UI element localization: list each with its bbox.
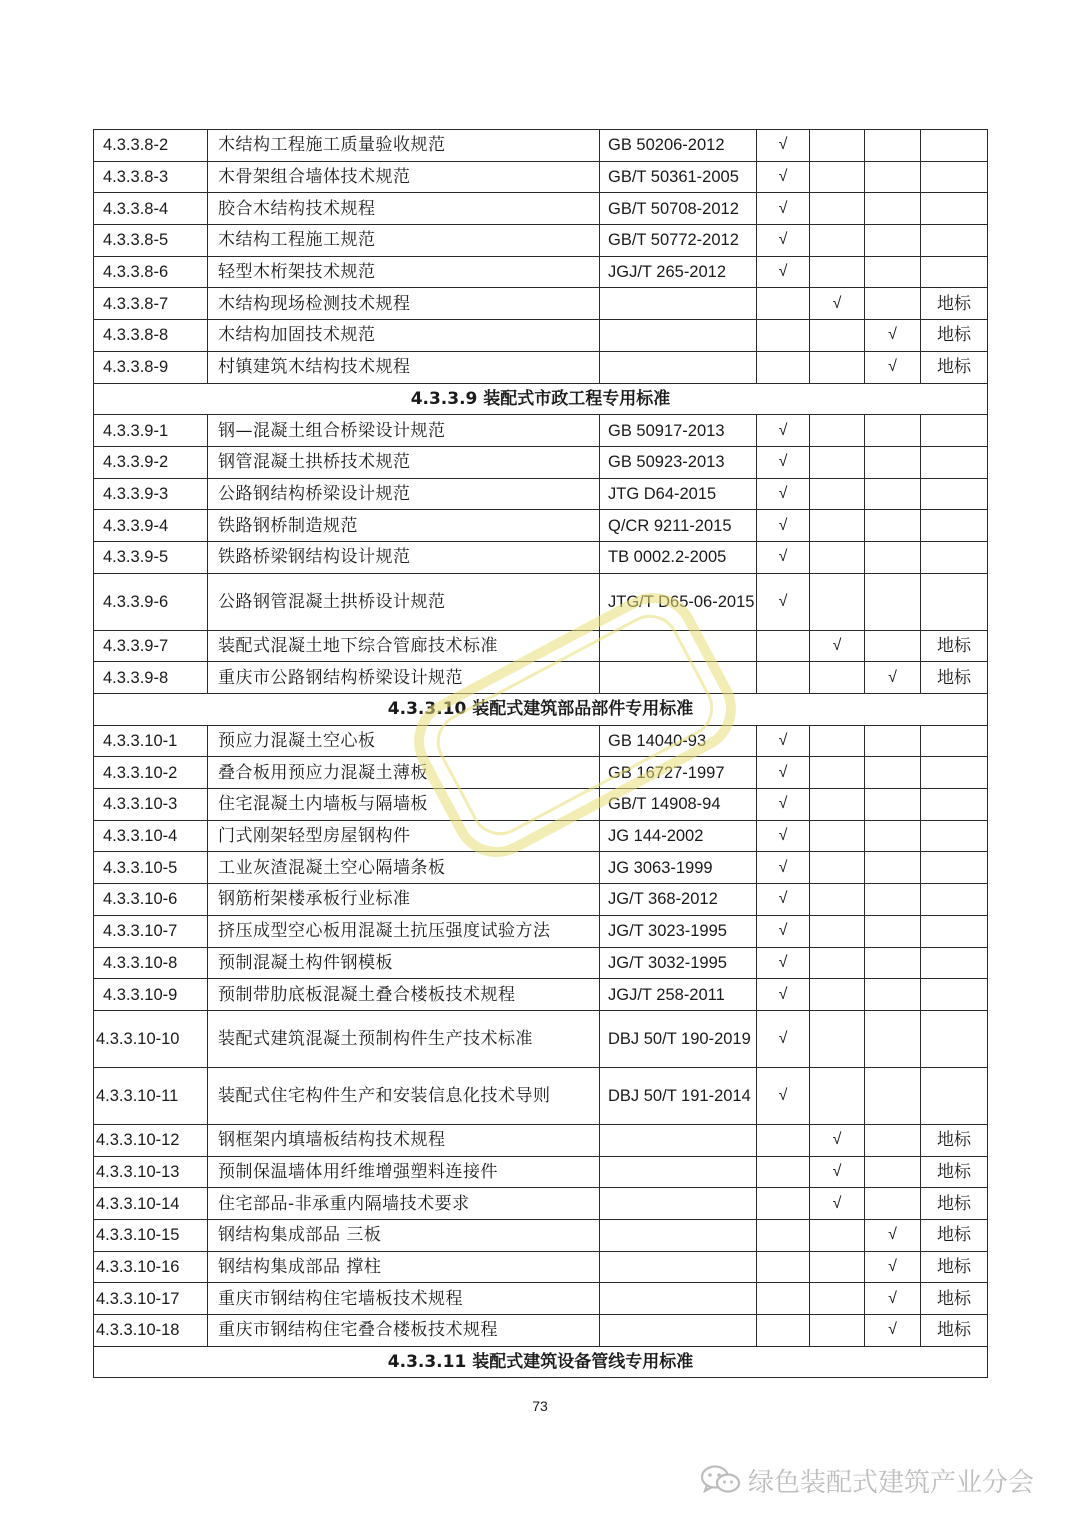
national-mark-cell: √	[757, 225, 810, 257]
planned-mark-cell	[865, 225, 921, 257]
standard-name-cell: 预应力混凝土空心板	[208, 725, 600, 757]
existing-mark-cell	[810, 1010, 865, 1067]
national-mark-cell: √	[757, 161, 810, 193]
existing-mark-cell	[810, 573, 865, 630]
note-cell: 地标	[921, 320, 988, 352]
national-mark-cell: √	[757, 1067, 810, 1124]
standard-code-cell: 4.3.3.10-4	[94, 820, 208, 852]
standard-code-cell: 4.3.3.10-17	[94, 1283, 208, 1315]
existing-mark-cell	[810, 915, 865, 947]
table-row	[94, 446, 988, 478]
planned-mark-cell	[865, 415, 921, 447]
national-mark-cell	[757, 1283, 810, 1315]
standard-name-cell: 预制保温墙体用纤维增强塑料连接件	[208, 1156, 600, 1188]
note-cell	[921, 541, 988, 573]
watermark	[700, 1455, 1034, 1505]
table-row	[94, 979, 988, 1011]
wechat-icon	[700, 1463, 742, 1497]
existing-mark-cell	[810, 1067, 865, 1124]
national-mark-cell: √	[757, 415, 810, 447]
planned-mark-cell	[865, 725, 921, 757]
standard-name-cell: 木结构现场检测技术规程	[208, 288, 600, 320]
standard-code-cell: 4.3.3.9-8	[94, 662, 208, 694]
note-cell: 地标	[921, 1156, 988, 1188]
standard-code-cell: 4.3.3.9-1	[94, 415, 208, 447]
standard-number-cell: GB 50923-2013	[600, 446, 757, 478]
standard-code-cell: 4.3.3.10-7	[94, 915, 208, 947]
existing-mark-cell	[810, 789, 865, 821]
standard-code-cell: 4.3.3.9-3	[94, 478, 208, 510]
national-mark-cell: √	[757, 446, 810, 478]
note-cell: 地标	[921, 351, 988, 383]
standard-number-cell: GB/T 50772-2012	[600, 225, 757, 257]
existing-mark-cell	[810, 884, 865, 916]
planned-mark-cell	[865, 789, 921, 821]
note-cell	[921, 478, 988, 510]
existing-mark-cell	[810, 1251, 865, 1283]
planned-mark-cell: √	[865, 1283, 921, 1315]
standard-number-cell	[600, 1156, 757, 1188]
standard-code-cell: 4.3.3.8-2	[94, 130, 208, 162]
standard-name-cell: 木结构工程施工质量验收规范	[208, 130, 600, 162]
standard-number-cell: DBJ 50/T 190-2019	[600, 1010, 757, 1067]
planned-mark-cell	[865, 1188, 921, 1220]
standard-number-cell: JG/T 3032-1995	[600, 947, 757, 979]
existing-mark-cell	[810, 947, 865, 979]
table-row	[94, 256, 988, 288]
standard-code-cell: 4.3.3.10-2	[94, 757, 208, 789]
standard-name-cell: 轻型木桁架技术规范	[208, 256, 600, 288]
standard-number-cell: JGJ/T 265-2012	[600, 256, 757, 288]
note-cell: 地标	[921, 630, 988, 662]
existing-mark-cell	[810, 1219, 865, 1251]
national-mark-cell	[757, 351, 810, 383]
existing-mark-cell	[810, 256, 865, 288]
table-row	[94, 1315, 988, 1347]
table-row	[94, 130, 988, 162]
standard-number-cell	[600, 1283, 757, 1315]
standard-number-cell	[600, 1315, 757, 1347]
standards-table-body	[94, 130, 988, 1378]
national-mark-cell	[757, 320, 810, 352]
standard-number-cell: JGJ/T 258-2011	[600, 979, 757, 1011]
existing-mark-cell	[810, 1283, 865, 1315]
national-mark-cell	[757, 1156, 810, 1188]
planned-mark-cell	[865, 573, 921, 630]
planned-mark-cell	[865, 541, 921, 573]
national-mark-cell: √	[757, 130, 810, 162]
standard-code-cell: 4.3.3.8-3	[94, 161, 208, 193]
planned-mark-cell	[865, 446, 921, 478]
standard-number-cell: JG/T 368-2012	[600, 884, 757, 916]
standard-code-cell: 4.3.3.10-15	[94, 1219, 208, 1251]
existing-mark-cell	[810, 225, 865, 257]
standard-code-cell: 4.3.3.8-8	[94, 320, 208, 352]
table-row	[94, 320, 988, 352]
existing-mark-cell	[810, 820, 865, 852]
standard-name-cell: 铁路桥梁钢结构设计规范	[208, 541, 600, 573]
standard-name-cell: 重庆市公路钢结构桥梁设计规范	[208, 662, 600, 694]
standard-number-cell: GB/T 50361-2005	[600, 161, 757, 193]
table-row	[94, 573, 988, 630]
table-row	[94, 288, 988, 320]
standard-code-cell: 4.3.3.10-14	[94, 1188, 208, 1220]
national-mark-cell: √	[757, 979, 810, 1011]
planned-mark-cell	[865, 478, 921, 510]
existing-mark-cell	[810, 161, 865, 193]
planned-mark-cell	[865, 1124, 921, 1156]
standard-number-cell	[600, 288, 757, 320]
existing-mark-cell	[810, 351, 865, 383]
planned-mark-cell	[865, 1010, 921, 1067]
planned-mark-cell	[865, 256, 921, 288]
standard-name-cell: 预制带肋底板混凝土叠合楼板技术规程	[208, 979, 600, 1011]
planned-mark-cell: √	[865, 1219, 921, 1251]
standard-name-cell: 木结构工程施工规范	[208, 225, 600, 257]
watermark-text: 绿色装配式建筑产业分会	[748, 1467, 1035, 1498]
table-row	[94, 915, 988, 947]
standard-name-cell: 钢结构集成部品 撑柱	[208, 1251, 600, 1283]
table-row	[94, 1188, 988, 1220]
national-mark-cell	[757, 1251, 810, 1283]
standard-number-cell: GB 50206-2012	[600, 130, 757, 162]
national-mark-cell	[757, 288, 810, 320]
table-row	[94, 225, 988, 257]
planned-mark-cell	[865, 130, 921, 162]
national-mark-cell	[757, 1219, 810, 1251]
existing-mark-cell	[810, 541, 865, 573]
standard-code-cell: 4.3.3.10-13	[94, 1156, 208, 1188]
existing-mark-cell	[810, 662, 865, 694]
note-cell: 地标	[921, 1315, 988, 1347]
note-cell	[921, 161, 988, 193]
national-mark-cell	[757, 662, 810, 694]
standard-number-cell	[600, 662, 757, 694]
standard-name-cell: 叠合板用预应力混凝土薄板	[208, 757, 600, 789]
standard-name-cell: 挤压成型空心板用混凝土抗压强度试验方法	[208, 915, 600, 947]
standard-number-cell: GB/T 14908-94	[600, 789, 757, 821]
planned-mark-cell	[865, 1067, 921, 1124]
existing-mark-cell	[810, 510, 865, 542]
standard-code-cell: 4.3.3.8-4	[94, 193, 208, 225]
standard-code-cell: 4.3.3.10-9	[94, 979, 208, 1011]
planned-mark-cell	[865, 161, 921, 193]
standard-number-cell: TB 0002.2-2005	[600, 541, 757, 573]
planned-mark-cell	[865, 510, 921, 542]
section-title: 4.3.3.11 装配式建筑设备管线专用标准	[94, 1346, 988, 1378]
standard-code-cell: 4.3.3.10-6	[94, 884, 208, 916]
national-mark-cell: √	[757, 478, 810, 510]
standard-name-cell: 钢筋桁架楼承板行业标准	[208, 884, 600, 916]
table-row	[94, 1219, 988, 1251]
table-row	[94, 541, 988, 573]
standard-name-cell: 住宅部品-非承重内隔墙技术要求	[208, 1188, 600, 1220]
section-title: 4.3.3.9 装配式市政工程专用标准	[94, 383, 988, 415]
national-mark-cell: √	[757, 820, 810, 852]
standard-number-cell	[600, 630, 757, 662]
standard-name-cell: 门式刚架轻型房屋钢构件	[208, 820, 600, 852]
existing-mark-cell	[810, 1315, 865, 1347]
standard-code-cell: 4.3.3.10-16	[94, 1251, 208, 1283]
note-cell	[921, 256, 988, 288]
planned-mark-cell	[865, 947, 921, 979]
note-cell	[921, 757, 988, 789]
note-cell	[921, 225, 988, 257]
note-cell: 地标	[921, 1219, 988, 1251]
national-mark-cell: √	[757, 256, 810, 288]
standard-number-cell	[600, 1219, 757, 1251]
standard-name-cell: 钢—混凝土组合桥梁设计规范	[208, 415, 600, 447]
standard-code-cell: 4.3.3.9-2	[94, 446, 208, 478]
note-cell	[921, 1010, 988, 1067]
note-cell	[921, 979, 988, 1011]
national-mark-cell	[757, 1315, 810, 1347]
existing-mark-cell	[810, 478, 865, 510]
standard-name-cell: 木骨架组合墙体技术规范	[208, 161, 600, 193]
national-mark-cell	[757, 630, 810, 662]
table-row	[94, 415, 988, 447]
planned-mark-cell	[865, 820, 921, 852]
page-number: 73	[532, 1398, 548, 1414]
standard-code-cell: 4.3.3.8-6	[94, 256, 208, 288]
standard-number-cell: JG 144-2002	[600, 820, 757, 852]
standard-name-cell: 村镇建筑木结构技术规程	[208, 351, 600, 383]
national-mark-cell: √	[757, 725, 810, 757]
planned-mark-cell	[865, 979, 921, 1011]
planned-mark-cell: √	[865, 1251, 921, 1283]
standard-name-cell: 重庆市钢结构住宅叠合楼板技术规程	[208, 1315, 600, 1347]
existing-mark-cell: √	[810, 1156, 865, 1188]
standard-name-cell: 公路钢管混凝土拱桥设计规范	[208, 573, 600, 630]
standards-table	[93, 129, 988, 1378]
note-cell	[921, 193, 988, 225]
standard-code-cell: 4.3.3.9-6	[94, 573, 208, 630]
standard-code-cell: 4.3.3.8-5	[94, 225, 208, 257]
standard-code-cell: 4.3.3.8-7	[94, 288, 208, 320]
existing-mark-cell: √	[810, 288, 865, 320]
planned-mark-cell: √	[865, 351, 921, 383]
national-mark-cell: √	[757, 852, 810, 884]
table-row	[94, 161, 988, 193]
standard-code-cell: 4.3.3.9-5	[94, 541, 208, 573]
table-row	[94, 478, 988, 510]
national-mark-cell: √	[757, 510, 810, 542]
note-cell	[921, 573, 988, 630]
existing-mark-cell	[810, 193, 865, 225]
note-cell: 地标	[921, 1283, 988, 1315]
section-header-row	[94, 1346, 988, 1378]
planned-mark-cell	[865, 915, 921, 947]
note-cell	[921, 510, 988, 542]
existing-mark-cell: √	[810, 630, 865, 662]
existing-mark-cell	[810, 725, 865, 757]
planned-mark-cell	[865, 852, 921, 884]
standard-name-cell: 重庆市钢结构住宅墙板技术规程	[208, 1283, 600, 1315]
national-mark-cell: √	[757, 915, 810, 947]
standard-code-cell: 4.3.3.10-8	[94, 947, 208, 979]
planned-mark-cell	[865, 630, 921, 662]
note-cell	[921, 725, 988, 757]
existing-mark-cell: √	[810, 1188, 865, 1220]
table-row	[94, 1283, 988, 1315]
note-cell	[921, 789, 988, 821]
table-row	[94, 193, 988, 225]
table-row	[94, 820, 988, 852]
standard-number-cell: GB/T 50708-2012	[600, 193, 757, 225]
standard-number-cell	[600, 1188, 757, 1220]
standard-name-cell: 木结构加固技术规范	[208, 320, 600, 352]
standard-number-cell	[600, 320, 757, 352]
standard-code-cell: 4.3.3.10-11	[94, 1067, 208, 1124]
note-cell: 地标	[921, 1124, 988, 1156]
note-cell: 地标	[921, 662, 988, 694]
note-cell	[921, 415, 988, 447]
table-row	[94, 662, 988, 694]
table-row	[94, 852, 988, 884]
table-row	[94, 884, 988, 916]
standard-name-cell: 工业灰渣混凝土空心隔墙条板	[208, 852, 600, 884]
standard-code-cell: 4.3.3.10-5	[94, 852, 208, 884]
planned-mark-cell: √	[865, 662, 921, 694]
national-mark-cell: √	[757, 757, 810, 789]
planned-mark-cell	[865, 757, 921, 789]
national-mark-cell: √	[757, 947, 810, 979]
standard-code-cell: 4.3.3.10-18	[94, 1315, 208, 1347]
standard-number-cell	[600, 351, 757, 383]
planned-mark-cell	[865, 193, 921, 225]
standard-number-cell: JTG D64-2015	[600, 478, 757, 510]
national-mark-cell	[757, 1124, 810, 1156]
national-mark-cell: √	[757, 541, 810, 573]
table-row	[94, 757, 988, 789]
standard-name-cell: 装配式住宅构件生产和安装信息化技术导则	[208, 1067, 600, 1124]
note-cell: 地标	[921, 1251, 988, 1283]
table-row	[94, 1010, 988, 1067]
standard-number-cell: GB 50917-2013	[600, 415, 757, 447]
standard-number-cell	[600, 1251, 757, 1283]
standard-number-cell: Q/CR 9211-2015	[600, 510, 757, 542]
table-row	[94, 510, 988, 542]
standard-number-cell: GB 16727-1997	[600, 757, 757, 789]
note-cell: 地标	[921, 288, 988, 320]
national-mark-cell: √	[757, 1010, 810, 1067]
national-mark-cell: √	[757, 193, 810, 225]
standard-name-cell: 铁路钢桥制造规范	[208, 510, 600, 542]
standard-number-cell	[600, 1124, 757, 1156]
existing-mark-cell: √	[810, 1124, 865, 1156]
table-row	[94, 1067, 988, 1124]
section-header-row	[94, 694, 988, 726]
planned-mark-cell	[865, 1156, 921, 1188]
planned-mark-cell: √	[865, 320, 921, 352]
table-row	[94, 725, 988, 757]
standard-number-cell: JG/T 3023-1995	[600, 915, 757, 947]
section-header-row	[94, 383, 988, 415]
national-mark-cell: √	[757, 573, 810, 630]
national-mark-cell: √	[757, 789, 810, 821]
note-cell	[921, 947, 988, 979]
table-row	[94, 1156, 988, 1188]
table-row	[94, 1124, 988, 1156]
standard-name-cell: 装配式建筑混凝土预制构件生产技术标准	[208, 1010, 600, 1067]
standard-code-cell: 4.3.3.8-9	[94, 351, 208, 383]
national-mark-cell: √	[757, 884, 810, 916]
table-row	[94, 1251, 988, 1283]
table-row	[94, 351, 988, 383]
standard-number-cell: GB 14040-93	[600, 725, 757, 757]
standard-name-cell: 钢结构集成部品 三板	[208, 1219, 600, 1251]
planned-mark-cell	[865, 288, 921, 320]
standard-name-cell: 住宅混凝土内墙板与隔墙板	[208, 789, 600, 821]
standard-number-cell: JG 3063-1999	[600, 852, 757, 884]
existing-mark-cell	[810, 320, 865, 352]
table-row	[94, 789, 988, 821]
existing-mark-cell	[810, 757, 865, 789]
section-title: 4.3.3.10 装配式建筑部品部件专用标准	[94, 694, 988, 726]
existing-mark-cell	[810, 130, 865, 162]
note-cell	[921, 852, 988, 884]
note-cell	[921, 820, 988, 852]
note-cell	[921, 446, 988, 478]
planned-mark-cell: √	[865, 1315, 921, 1347]
standard-number-cell: JTG/T D65-06-2015	[600, 573, 757, 630]
standard-name-cell: 公路钢结构桥梁设计规范	[208, 478, 600, 510]
note-cell	[921, 130, 988, 162]
standard-name-cell: 胶合木结构技术规程	[208, 193, 600, 225]
standard-code-cell: 4.3.3.9-4	[94, 510, 208, 542]
note-cell	[921, 1067, 988, 1124]
table-row	[94, 630, 988, 662]
standard-code-cell: 4.3.3.10-3	[94, 789, 208, 821]
existing-mark-cell	[810, 415, 865, 447]
standard-name-cell: 钢框架内填墙板结构技术规程	[208, 1124, 600, 1156]
standard-code-cell: 4.3.3.10-1	[94, 725, 208, 757]
standard-name-cell: 预制混凝土构件钢模板	[208, 947, 600, 979]
standard-name-cell: 钢管混凝土拱桥技术规范	[208, 446, 600, 478]
table-row	[94, 947, 988, 979]
existing-mark-cell	[810, 979, 865, 1011]
note-cell	[921, 915, 988, 947]
existing-mark-cell	[810, 852, 865, 884]
standard-code-cell: 4.3.3.10-12	[94, 1124, 208, 1156]
planned-mark-cell	[865, 884, 921, 916]
note-cell: 地标	[921, 1188, 988, 1220]
standard-name-cell: 装配式混凝土地下综合管廊技术标准	[208, 630, 600, 662]
national-mark-cell	[757, 1188, 810, 1220]
standard-code-cell: 4.3.3.10-10	[94, 1010, 208, 1067]
standard-code-cell: 4.3.3.9-7	[94, 630, 208, 662]
existing-mark-cell	[810, 446, 865, 478]
note-cell	[921, 884, 988, 916]
standard-number-cell: DBJ 50/T 191-2014	[600, 1067, 757, 1124]
